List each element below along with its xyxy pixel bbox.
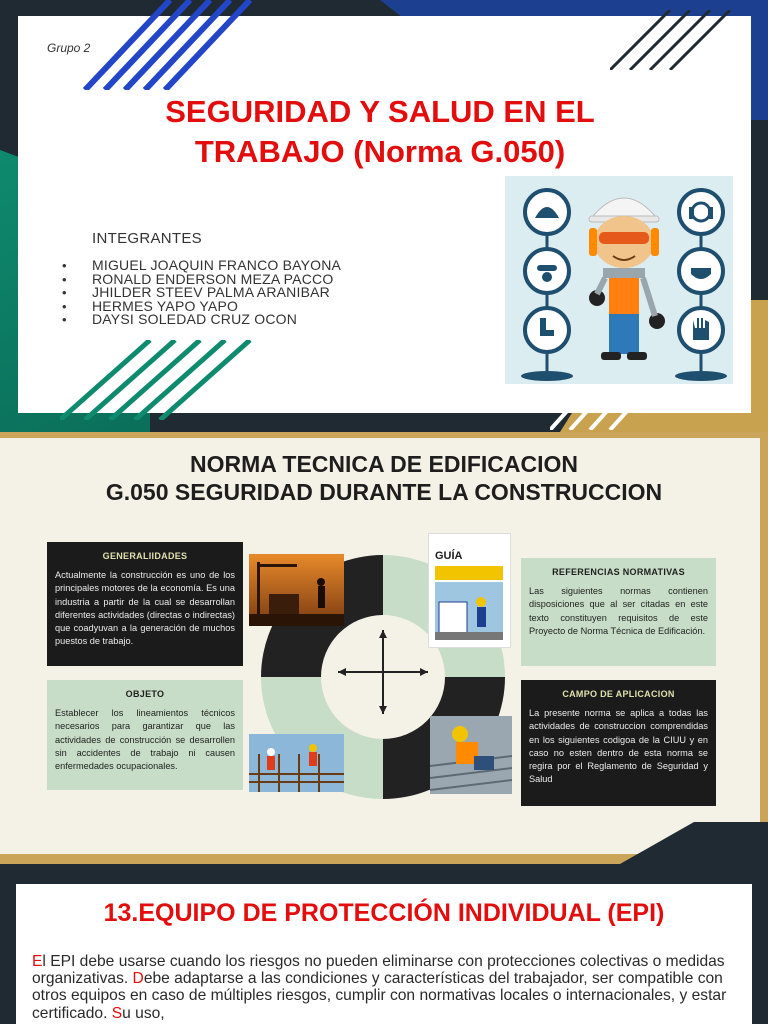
rebar-workers-photo: [249, 734, 344, 792]
members-heading: INTEGRANTES: [92, 230, 202, 247]
slide-norma: [0, 432, 768, 864]
objeto-text: Establecer los lineamientos técnicos necesarios para garantizar que las actividades de construcción se desarrollen sin accidentes de trabajo ni causen enfermedades ocupacionales.: [55, 708, 235, 772]
slide-title: [0, 0, 768, 432]
title-line-2: TRABAJO (Norma G.050): [194, 134, 566, 169]
member-item: • MIGUEL JOAQUIN FRANCO BAYONA: [62, 259, 341, 273]
referencias-title: REFERENCIAS NORMATIVAS: [552, 567, 685, 577]
campo-text: La presente norma se aplica a todas las actividades de construccion comprendidas en los siguientes codigoa de la CIUU y en caso no esten dentro de esta norma se regira por el Reglamento de Seguridad y Salud: [529, 708, 708, 785]
roofer-worker-photo: [430, 716, 512, 794]
presentation-title: [100, 92, 660, 172]
generalidades-box: [47, 542, 243, 666]
white-stripes-decoration: [550, 380, 710, 430]
green-stripes-decoration: [60, 340, 260, 420]
ppe-worker-illustration: [505, 176, 733, 384]
member-item: • JHILDER STEEV PALMA ARANIBAR: [62, 286, 341, 300]
guide-cover-photo: [435, 582, 503, 640]
epi-title: 13.EQUIPO DE PROTECCIÓN INDIVIDUAL (EPI): [103, 899, 665, 927]
members-list: [62, 259, 341, 327]
norma-heading-line-2: G.050 SEGURIDAD DURANTE LA CONSTRUCCION: [105, 479, 663, 505]
objeto-box: [47, 680, 243, 790]
generalidades-text: Actualmente la construcción es uno de los principales motores de la economía. Es una industria a partir de la cual se desarrollan diferentes actividades (directas o indirectas) que coadyuvan a la generación de muchos puestos de trabajo.: [55, 570, 235, 647]
campo-box: [521, 680, 716, 806]
group-label: Grupo 2: [47, 41, 91, 55]
campo-title: CAMPO DE APLICACION: [562, 689, 675, 699]
drop-letter: D: [132, 970, 144, 988]
guide-title: GUÍA: [435, 550, 463, 562]
member-item: • HERMES YAPO YAPO: [62, 300, 341, 314]
referencias-box: [521, 558, 716, 666]
title-line-1: SEGURIDAD Y SALUD EN EL: [165, 94, 595, 129]
norma-heading-line-1: NORMA TECNICA DE EDIFICACION: [189, 451, 578, 477]
generalidades-title: GENERALIIDADES: [102, 551, 188, 561]
construction-sunset-photo: [249, 554, 344, 626]
epi-text-3: u uso,: [122, 1004, 165, 1022]
epi-text-1: l EPI debe usarse cuando los riesgos no pueden eliminarse con protecciones colectivas o medidas organizativas.: [32, 953, 725, 988]
slide-epi: [0, 864, 768, 1024]
objeto-title: OBJETO: [125, 689, 165, 699]
blue-stripes-decoration: [75, 0, 275, 90]
drop-letter: S: [111, 1004, 123, 1022]
drop-letter: E: [32, 953, 43, 970]
epi-text-2: ebe adaptarse a las condiciones y características del trabajador, ser compatible con otros equipos en caso de múltiples riesgos, cumplir con normativas locales o internacionales, y estar certificado.: [32, 970, 727, 1022]
epi-paragraph: [32, 953, 732, 1022]
guide-yellow-band: [435, 566, 503, 580]
dark-stripes-decoration: [610, 10, 750, 70]
member-item: • RONALD ENDERSON MEZA PACCO: [62, 273, 341, 287]
member-item: • DAYSI SOLEDAD CRUZ OCON: [62, 313, 341, 327]
guide-cover: [428, 533, 511, 648]
referencias-text: Las siguientes normas contienen disposiciones que al ser citadas en este texto constituyen requisitos de este Proyecto de Norma Técnica de Edificación.: [529, 586, 708, 636]
